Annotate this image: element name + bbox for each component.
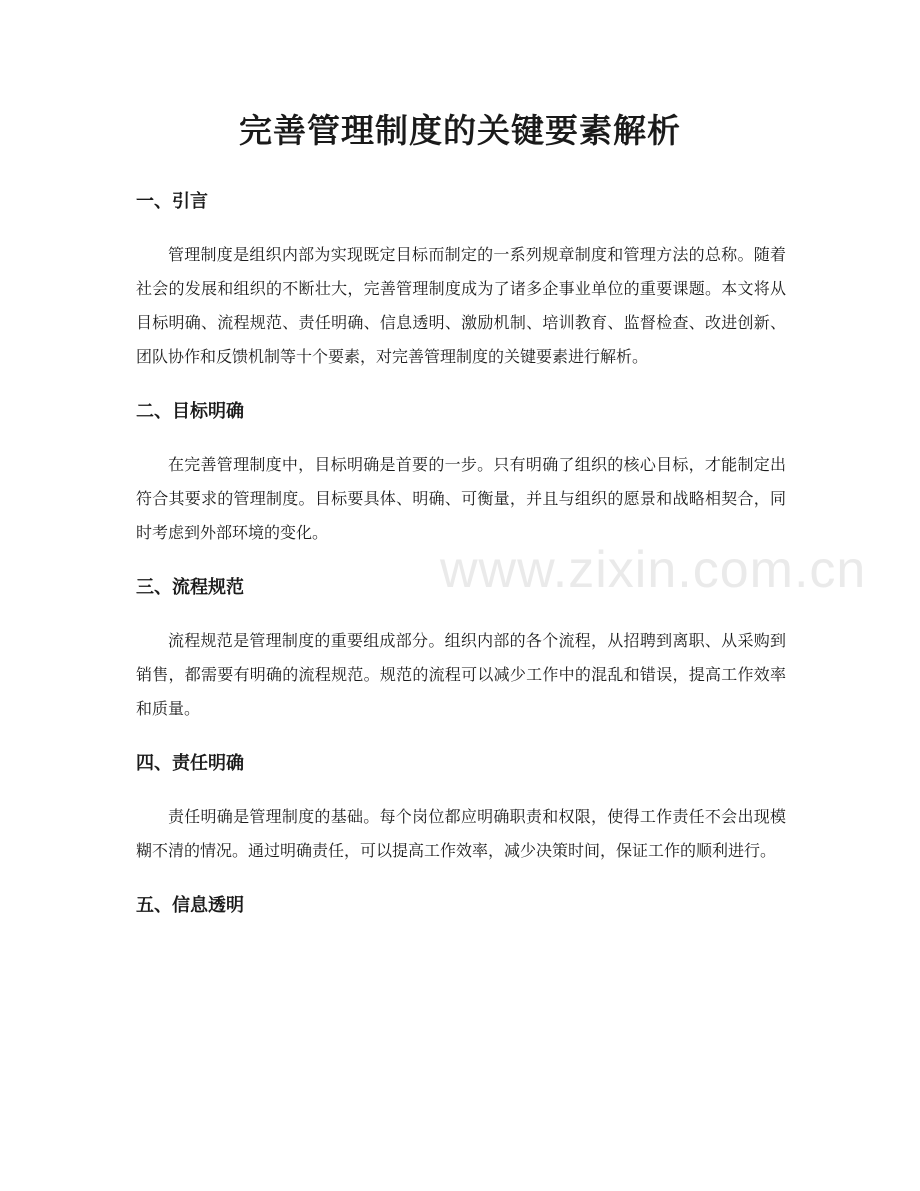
section-information-transparency	[136, 892, 786, 920]
section-process-standards	[136, 574, 786, 726]
document-title: 完善管理制度的关键要素解析	[239, 111, 681, 150]
section-heading: 一、引言	[136, 191, 208, 212]
watermark: www.zixin.com.cn	[440, 541, 867, 599]
section-heading: 五、信息透明	[136, 895, 244, 916]
section-paragraph: 流程规范是管理制度的重要组成部分。组织内部的各个流程，从招聘到离职、从采购到销售，都需要有明确的流程规范。规范的流程可以减少工作中的混乱和错误，提高工作效率和质量。	[136, 631, 786, 718]
section-clear-goals	[136, 398, 786, 550]
section-introduction	[136, 188, 786, 374]
section-clear-responsibility	[136, 750, 786, 868]
section-paragraph: 在完善管理制度中，目标明确是首要的一步。只有明确了组织的核心目标，才能制定出符合其要求的管理制度。目标要具体、明确、可衡量，并且与组织的愿景和战略相契合，同时考虑到外部环境的变化。	[136, 455, 786, 542]
section-heading: 二、目标明确	[136, 401, 244, 422]
section-heading: 四、责任明确	[136, 753, 244, 774]
section-paragraph: 管理制度是组织内部为实现既定目标而制定的一系列规章制度和管理方法的总称。随着社会的发展和组织的不断壮大，完善管理制度成为了诸多企事业单位的重要课题。本文将从目标明确、流程规范、责任明确、信息透明、激励机制、培训教育、监督检查、改进创新、团队协作和反馈机制等十个要素，对完善管理制度的关键要素进行解析。	[136, 245, 786, 366]
document-body	[136, 188, 786, 942]
section-paragraph: 责任明确是管理制度的基础。每个岗位都应明确职责和权限，使得工作责任不会出现模糊不清的情况。通过明确责任，可以提高工作效率，减少决策时间，保证工作的顺利进行。	[136, 807, 786, 860]
section-heading: 三、流程规范	[136, 577, 244, 598]
